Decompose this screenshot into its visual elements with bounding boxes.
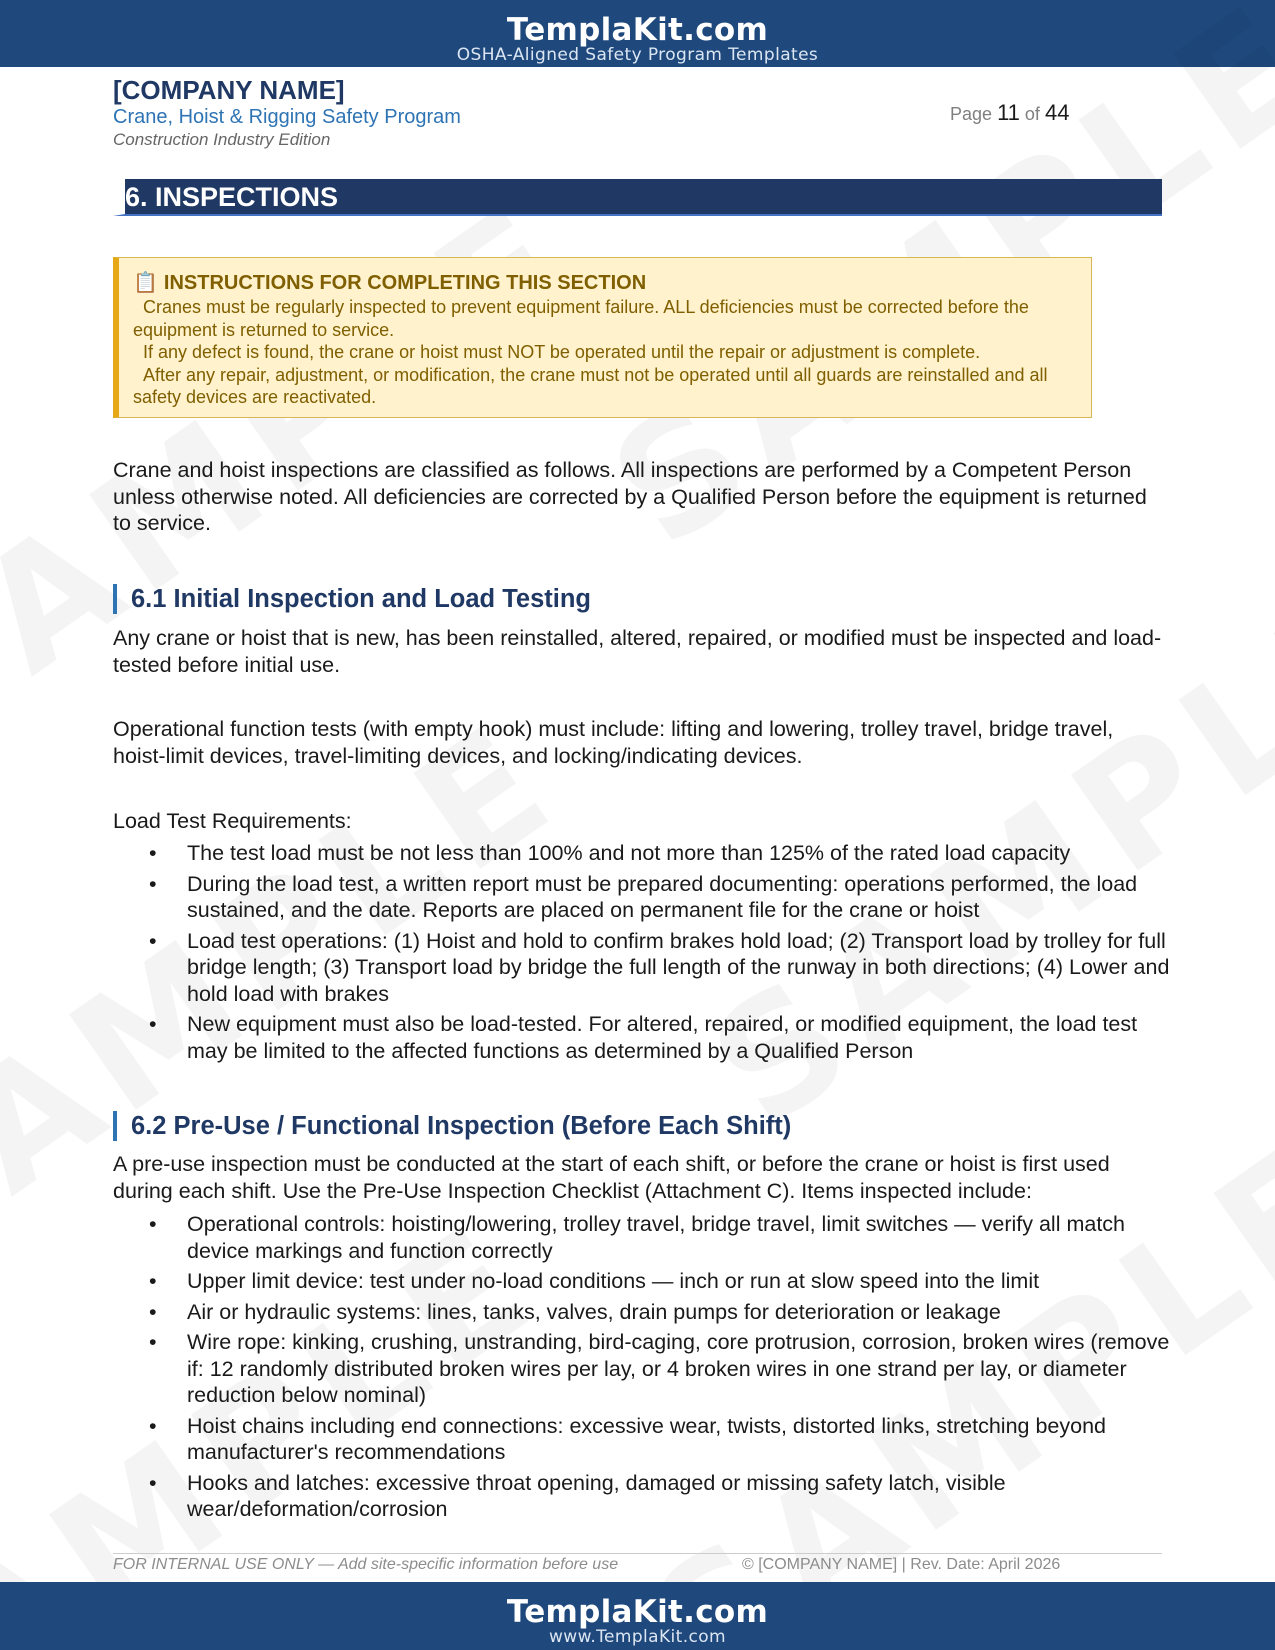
- page-total: 44: [1044, 100, 1070, 125]
- subsection-heading-6-2: 6.2 Pre-Use / Functional Inspection (Before Each Shift): [113, 1111, 791, 1141]
- instruction-line: Cranes must be regularly inspected to prevent equipment failure. ALL deficiencies must be corrected before the equipment is returned to service.: [133, 297, 1029, 340]
- list-item: • Upper limit device: test under no-load conditions — inch or run at slow speed into the limit: [113, 1268, 1173, 1295]
- section-title-bar: [113, 179, 1162, 216]
- program-title: Crane, Hoist & Rigging Safety Program: [113, 106, 461, 128]
- paragraph: A pre-use inspection must be conducted at the start of each shift, or before the crane or hoist is first used during each shift. Use the Pre-Use Inspection Checklist (Attachment C). Items inspected include:: [113, 1152, 1110, 1203]
- list-item: • Hooks and latches: excessive throat opening, damaged or missing safety latch, visible wear/deformation/corrosion: [113, 1470, 1173, 1523]
- top-banner: [0, 0, 1275, 67]
- list-item: • Hoist chains including end connections: excessive wear, twists, distorted links, stretching beyond manufacturer's recommendations: [113, 1413, 1173, 1466]
- footer-notice: FOR INTERNAL USE ONLY — Add site-specific information before use: [113, 1556, 619, 1573]
- section-title: 6. INSPECTIONS: [125, 182, 339, 212]
- instructions-heading: INSTRUCTIONS FOR COMPLETING THIS SECTION: [163, 272, 647, 294]
- instructions-box: [113, 257, 1092, 418]
- paragraph: Load Test Requirements:: [113, 809, 352, 833]
- brand-title: TemplaKit.com: [506, 12, 769, 48]
- company-name: [COMPANY NAME]: [113, 75, 345, 105]
- subsection-heading-6-1: 6.1 Initial Inspection and Load Testing: [113, 584, 591, 614]
- paragraph: Any crane or hoist that is new, has been reinstalled, altered, repaired, or modified must be inspected and load-tested before initial use.: [113, 626, 1162, 677]
- edition-label: Construction Industry Edition: [113, 130, 331, 149]
- brand-url: www.TemplaKit.com: [548, 1627, 727, 1647]
- document-header: [113, 75, 461, 150]
- list-item: • Air or hydraulic systems: lines, tanks, valves, drain pumps for deterioration or leakage: [113, 1299, 1173, 1326]
- list-item: • During the load test, a written report must be prepared documenting: operations performed, the load sustained, and the date. Reports are placed on permanent file for the crane or hoist: [113, 871, 1173, 924]
- bottom-banner: [0, 1582, 1275, 1650]
- instruction-line: After any repair, adjustment, or modification, the crane must not be operated until all guards are reinstalled and all safety devices are reactivated.: [133, 364, 1048, 407]
- intro-paragraph: Crane and hoist inspections are classified as follows. All inspections are performed by a Competent Person unless otherwise noted. All deficiencies are corrected by a Qualified Person before the equipment is returned to service.: [113, 458, 1147, 535]
- pre-use-list: [113, 1211, 1173, 1527]
- page-current: 11: [997, 100, 1020, 125]
- paragraph: Operational function tests (with empty hook) must include: lifting and lowering, trolley travel, bridge travel, hoist-limit devices, travel-limiting devices, and locking/indicating devices.: [113, 717, 1114, 768]
- list-item: • Wire rope: kinking, crushing, unstranding, bird-caging, core protrusion, corrosion, broken wires (remove if: 12 randomly distributed broken wires per lay, or 4 broken wires in one strand per lay, or diameter reduction below nominal): [113, 1329, 1173, 1409]
- list-item: • The test load must be not less than 100% and not more than 125% of the rated load capacity: [113, 840, 1173, 867]
- footer-divider: [113, 1553, 1162, 1554]
- list-item: • New equipment must also be load-tested. For altered, repaired, or modified equipment, the load test may be limited to the affected functions as determined by a Qualified Person: [113, 1011, 1173, 1064]
- load-test-list: [113, 840, 1173, 1068]
- list-item: • Load test operations: (1) Hoist and hold to confirm brakes hold load; (2) Transport load by trolley for full bridge length; (3) Transport load by bridge the full length of the runway in both directions; (4) Lower and hold load with brakes: [113, 928, 1173, 1008]
- instructions-heading-row: [133, 270, 1077, 296]
- clipboard-icon: 📋: [133, 272, 158, 294]
- brand-tagline: OSHA-Aligned Safety Program Templates: [456, 45, 819, 65]
- instruction-line: If any defect is found, the crane or hoist must NOT be operated until the repair or adjustment is complete.: [143, 342, 981, 362]
- page-of: of: [1024, 104, 1040, 124]
- list-item: • Operational controls: hoisting/lowering, trolley travel, bridge travel, limit switches — verify all match device markings and function correctly: [113, 1211, 1173, 1264]
- footer-copyright: © [COMPANY NAME] | Rev. Date: April 2026: [742, 1556, 1061, 1573]
- page-number: [950, 100, 1069, 126]
- brand-title: TemplaKit.com: [506, 1594, 769, 1630]
- page-label: Page: [950, 104, 993, 124]
